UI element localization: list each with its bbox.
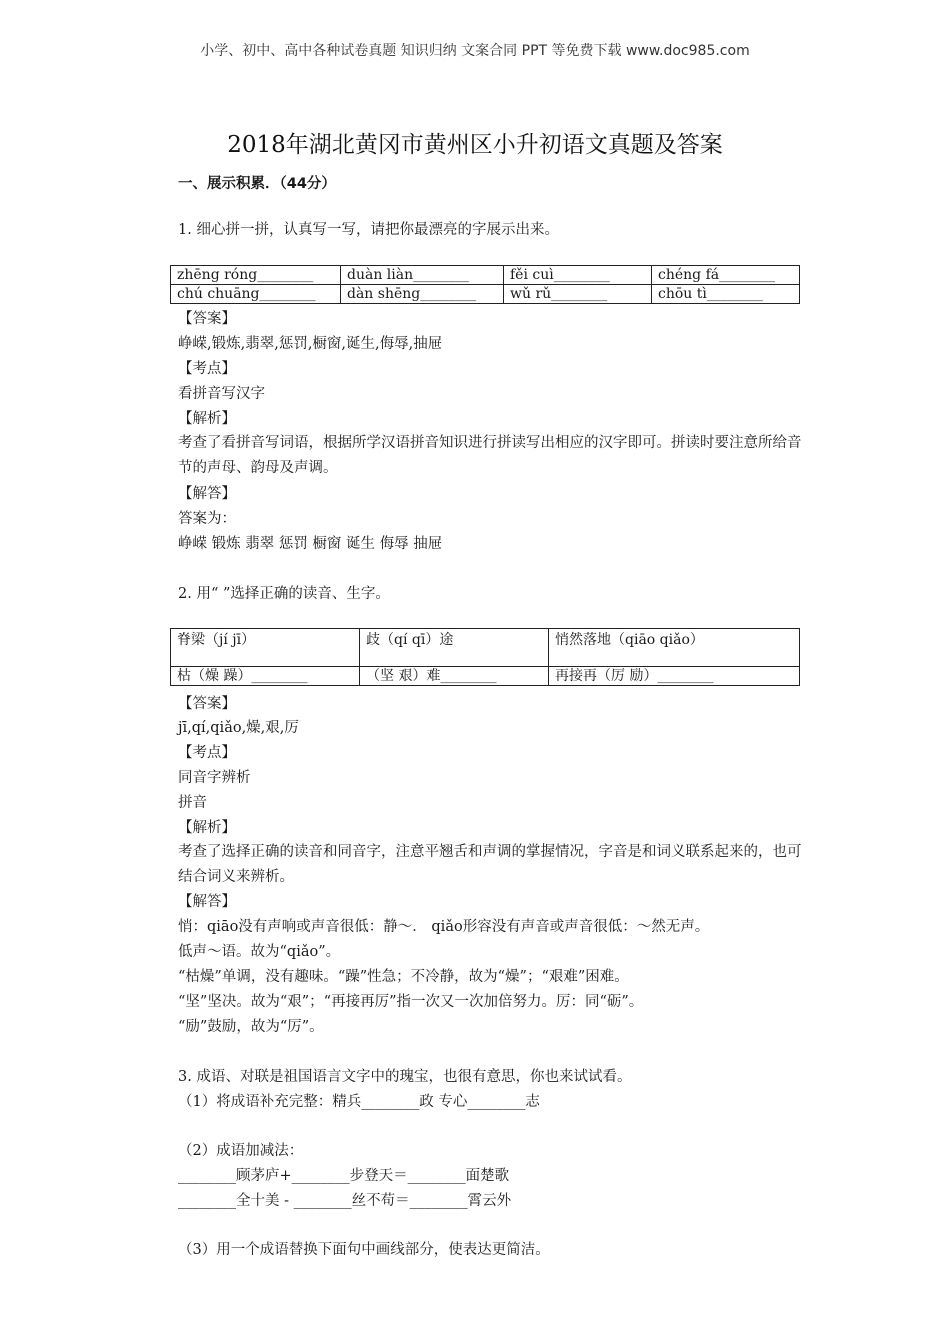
q2-analysis: 考查了选择正确的读音和同音字，注意平翘舌和声调的掌握情况，字音是和词义联系起来的，也可结合词义来辨析。 [178, 844, 802, 885]
q1-prompt: 1. 细心拼一拼，认真写一写，请把你最漂亮的字展示出来。 [178, 222, 559, 238]
q3-sub1: （1）将成语补充完整：精兵________政 专心________志 [178, 1094, 540, 1110]
table-cell: duàn liàn________ [341, 266, 504, 285]
q2-answer: jī,qí,qiǎo,燥,艰,厉 [178, 720, 299, 736]
table-row [171, 667, 800, 686]
table-cell: chú chuāng________ [171, 285, 341, 304]
q2-solution-line: “枯燥”单调，没有趣味。“躁”性急；不冷静，故为“燥”；“艰难”困难。 [178, 969, 629, 985]
table-row [171, 266, 800, 285]
q2-solution-line: “坚”坚决。故为“艰”；“再接再厉”指一次又一次加倍努力。厉：同“砺”。 [178, 994, 644, 1010]
q2-choice-table [170, 628, 800, 686]
section-title: 一、展示积累．（44分） [178, 176, 336, 192]
table-cell: （坚 艰）难________ [360, 667, 549, 686]
solution-label: 【解答】 [178, 894, 236, 910]
q2-solution-line: 低声～语。故为“qiǎo”。 [178, 944, 341, 960]
table-cell: chōu tì________ [652, 285, 800, 304]
table-row [171, 285, 800, 304]
solution-label: 【解答】 [178, 486, 236, 502]
q1-pinyin-table [170, 265, 800, 304]
answer-label: 【答案】 [178, 311, 236, 327]
q1-solution-intro: 答案为： [178, 511, 236, 527]
q2-point-1: 同音字辨析 [178, 770, 251, 786]
table-cell: zhēng róng________ [171, 266, 341, 285]
analysis-label: 【解析】 [178, 820, 236, 836]
document-title: 2018年湖北黄冈市黄州区小升初语文真题及答案 [227, 132, 723, 158]
page-header: 小学、初中、高中各种试卷真题 知识归纳 文案合同 PPT 等免费下载 www.doc985.com [200, 43, 750, 59]
table-cell: 脊梁（jí jī） [171, 629, 360, 667]
table-cell: 再接再（厉 励）________ [549, 667, 800, 686]
point-label: 【考点】 [178, 361, 236, 377]
table-cell: wǔ rǔ________ [504, 285, 652, 304]
q3-sub2-line1: ________顾茅庐+________步登天＝________面楚歌 [178, 1168, 510, 1184]
q1-analysis: 考查了看拼音写词语，根据所学汉语拼音知识进行拼读写出相应的汉字即可。拼读时要注意所给音节的声母、韵母及声调。 [178, 435, 802, 476]
q1-answer: 峥嵘,锻炼,翡翠,惩罚,橱窗,诞生,侮辱,抽屉 [178, 336, 443, 352]
table-cell: dàn shēng________ [341, 285, 504, 304]
answer-label: 【答案】 [178, 696, 236, 712]
table-cell: 悄然落地（qiāo qiǎo） [549, 629, 800, 667]
table-cell: fěi cuì________ [504, 266, 652, 285]
q3-sub2: （2）成语加减法： [178, 1143, 304, 1159]
table-row [171, 629, 800, 667]
q3-sub3: （3）用一个成语替换下面句中画线部分，使表达更简洁。 [178, 1242, 550, 1258]
point-label: 【考点】 [178, 745, 236, 761]
q3-sub2-line2: ________全十美 - ________丝不苟＝________霄云外 [178, 1193, 512, 1209]
q2-solution-line: 悄：qiāo没有声响或声音很低：静～． qiǎo形容没有声音或声音很低：～然无声。 [178, 919, 710, 935]
q1-solution-words: 峥嵘 锻炼 翡翠 惩罚 橱窗 诞生 侮辱 抽屉 [178, 536, 443, 552]
table-cell: chéng fá________ [652, 266, 800, 285]
q2-point-2: 拼音 [178, 795, 207, 811]
q3-prompt: 3. 成语、对联是祖国语言文字中的瑰宝，也很有意思，你也来试试看。 [178, 1069, 632, 1085]
q2-solution-line: “励”鼓励，故为“厉”。 [178, 1019, 324, 1035]
table-cell: 枯（燥 躁）________ [171, 667, 360, 686]
q1-point: 看拼音写汉字 [178, 386, 265, 402]
table-cell: 歧（qí qī）途 [360, 629, 549, 667]
q2-prompt: 2. 用“ ”选择正确的读音、生字。 [178, 586, 390, 602]
analysis-label: 【解析】 [178, 411, 236, 427]
